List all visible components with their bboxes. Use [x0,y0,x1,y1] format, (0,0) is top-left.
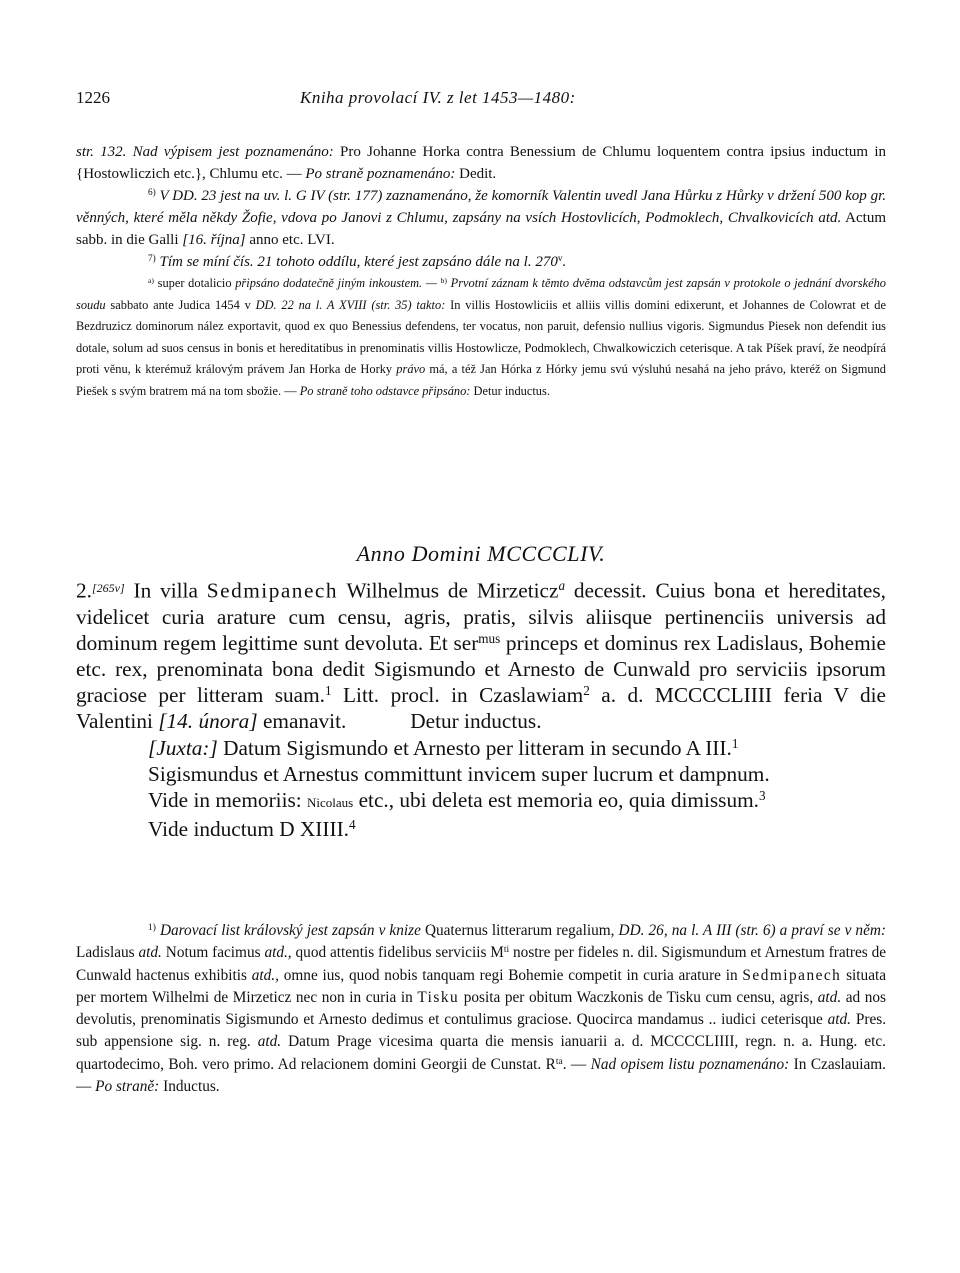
running-title: Kniha provolací IV. z let 1453—1480: [300,88,576,107]
entry-lucrum: Sigismundus et Arnestus committunt invicem super lucrum et dampnum. [148,761,770,786]
footnote-1: $^{1)}$ Darovací list královský jest zapsán v knize Quaternus litterarum regalium, DD. 26, na l. A III (str. 6) a praví se v něm: Ladislaus atd. Notum facimus atd., quod attentis fidelibus serviciis $M^{ti}$ nostre per fideles n. dil. Sigismundum et Arnestum fratres de Cunwald hactenus exhibitis atd., omne ius, quod nobis tanquam regi Bohemie competit in curia arature in Sedmipanech situata per mortem Wilhelmi de Mirzeticz nec non in curia in Tisku posita per obitum Waczkonis de Tisku cum censu, agris, atd. ad nos devolutis, prenominatis Sigismundo et Arnesto dedimus et contulimus graciose. Quocirca mandamus .. iudici ceterisque atd. Pres. sub appensione sig. n. reg. atd. Datum Prage vicesima quarta die mensis ianuarii a. d. MCCCCLIIII, regn. n. a. Hung. etc. quartodecimo, Boh. vero primo. Ad relacionem domini Georgii de Cunstat. $R^{ta}$. — Nad opisem listu poznamenáno: In Czaslauiam. — Po straně: Inductus. [76,922,887,1096]
footnote-7: $^{7)}$ Tím se míní čís. 21 tohoto oddílu, které jest zapsáno dále na l. 270$^v$. [148,253,567,270]
footnotes-bottom [76,920,886,1098]
footnote-continuation: str. 132. Nad výpisem jest poznamenáno: Pro Johanne Horka contra Benessium de Chlumu loquentem contra ipsius inductum in {Hostowliczich etc.}, Chlumu etc. — Po straně poznamenáno: Dedit. [76,144,886,182]
entry-paragraph: 2.[265v] In villa Sedmipanech Wilhelmus de Mirzeticz$^a$ decessit. Cuius bona et hereditates, videlicet curia arature cum censu, agris, pratis, silvis aliisque pertinenciis universis ad dominum regem legittime sunt devoluta. Et ser$^{mus}$ princeps et dominus rex Ladislaus, Bohemie etc. rex, prenominata bona dedit Sigismundo et Arnesto de Cunwald pro serviciis ipsorum graciose per litteram suam.$^1$ Litt. procl. in Czaslawiam$^2$ a. d. MCCCCLIIII feria V die Valentini [14. února] emanavit. Detur inductus. [76,578,887,734]
footnote-a-b: $^{a)}$ super dotalicio připsáno dodatečně jiným inkoustem. — $^{b)}$ Prvotní záznam k těmto dvěma odstavcům jest zapsán v protokole o jednání dvorského soudu sabbato ante Judica 1454 v DD. 22 na l. A XVIII (str. 35) takto: In villis Hostowliciis et alliis villis domini edixerunt, et Johannes de Colowrat et de Bezdruzicz dominorum nález exportavit, quod ex quo Benessius defendens, ter vocatus, non paruit, defensio nullius vigoris. Sigmundus Piesek non defendit ius dotale, solum ad suos census in bonis et hereditatibus in prenominatis villis Hostowlicze, Podmoklech, Chwalkowiczich ceterisque. A tak Píšek praví, že neodpírá proti věnu, k kterémuž královým právem Jan Horka de Horky právo má, a též Jan Hórka z Hórky jemu svú výsluhú nesahá na jeho právo, kteréž on Sigmund Piešek s svým bratrem má na tom sbožie. — Po straně toho odstavce připsáno: Detur inductus. [76,275,886,398]
section-title: Anno Domini MCCCCLIV. [356,541,606,566]
footnote-6: $^{6)}$ V DD. 23 jest na uv. l. G IV (str. 177) zaznamenáno, že komorník Valentin uvedl Jana Hůrku z Hůrky v držení 500 kop gr. věnných, které měla někdy Žofie, vdova po Janovi z Chlumu, zapsány na vsích Hostovlicích, Podmoklech, Chvalkovicích atd. Actum sabb. in die Galli [16. října] anno etc. LVI. [76,187,886,248]
page-number: 1226 [76,88,110,107]
main-entry [76,575,886,842]
entry-number: 2. [76,578,92,603]
entry-inductum: Vide inductum D XIIII.$^4$ [148,816,356,842]
continued-footnotes [76,141,886,403]
running-header [76,88,886,112]
entry-juxta: [Juxta:] Datum Sigismundo et Arnesto per litteram in secundo A III.$^1$ [148,735,739,760]
folio-label: [265v] [91,581,125,595]
entry-memoriis: Vide in memoriis: Nicolaus etc., ubi deleta est memoria eo, quia dimissum.$^3$ [148,787,766,813]
